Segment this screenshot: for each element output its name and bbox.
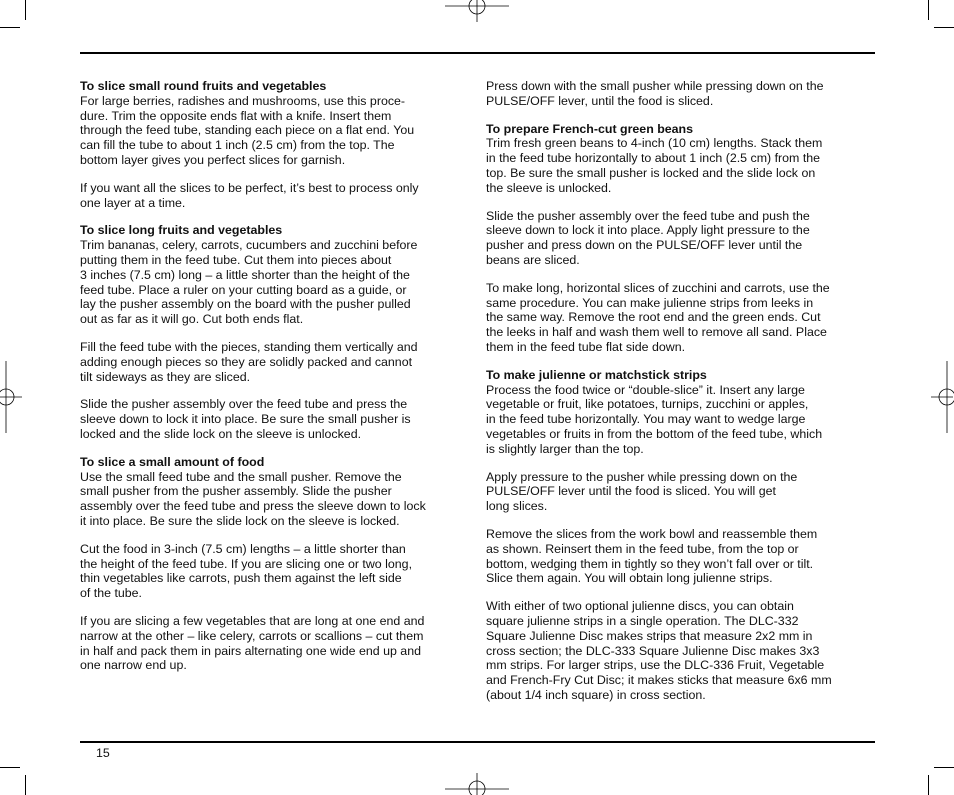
section-heading: To slice a small amount of food [80,454,265,469]
section-heading: To slice long fruits and vegetables [80,223,283,238]
paragraph: If you are slicing a few vegetables that are long at one end and narrow at the other – like celery, carrots or scallions – cut them in half and pack them in pairs alternating one wide end up and one narrow end up. [80,613,425,673]
footer-rule [80,741,875,743]
right-column [486,79,878,716]
paragraph: Process the food twice or “double-slice” it. Insert any large vegetable or fruit, like potatoes, turnips, zucchini or apples, in the feed tube horizontally. You may want to wedge large vegetables or fruits in from the bottom of the feed tube, which is slightly larger than the top. [486,382,823,456]
crop-mark [928,0,929,20]
crop-mark [0,767,20,768]
section-heading: To prepare French-cut green beans [486,121,694,136]
section-heading: To slice small round fruits and vegetables [80,79,327,93]
paragraph: Remove the slices from the work bowl and reassemble them as shown. Reinsert them in the feed tube, from the top or bottom, wedging them in tightly so they won’t fall over or tilt. Slice them again. You will obtain long julienne strips. [486,526,818,586]
paragraph: Fill the feed tube with the pieces, standing them vertically and adding enough pieces so they are solidly packed and cannot tilt sideways as they are sliced. [80,339,418,384]
paragraph: Trim bananas, celery, carrots, cucumbers and zucchini before putting them in the feed tube. Cut them into pieces about 3 inches (7.5 cm) long – a little shorter than the height of the feed tube. Place a ruler on your cutting board as a guide, or lay the pusher assembly on the board with the pusher pulled out as far as it will go. Cut both ends flat. [80,238,418,327]
section-heading: To make julienne or matchstick strips [486,367,707,382]
paragraph: Cut the food in 3-inch (7.5 cm) lengths – a little shorter than the height of the feed tube. If you are slicing one or two long, thin vegetables like carrots, push them against the left side of the tube. [80,541,413,601]
page-number: 15 [96,746,110,760]
paragraph: Slide the pusher assembly over the feed tube and push the sleeve down to lock it into place. Apply light pressure to the pusher and press down on the PULSE/OFF lever until the beans are sliced. [486,208,810,267]
header-rule [80,52,875,54]
paragraph: If you want all the slices to be perfect, it’s best to process only one layer at a time. [80,180,419,210]
paragraph: Apply pressure to the pusher while pressing down on the PULSE/OFF lever until the food is sliced. You will get long slices. [486,469,798,514]
paragraph: To make long, horizontal slices of zucchini and carrots, use the same procedure. You can make julienne strips from leeks in the same way. Remove the root end and the green ends. Cut the leeks in half and wash them well to remove all sand. Place them in the feed tube flat side down. [486,280,830,354]
left-column [80,79,472,686]
crop-mark [928,775,929,795]
registration-mark-right [947,397,948,398]
crop-mark [934,767,954,768]
paragraph: Press down with the small pusher while pressing down on the PULSE/OFF lever, until the food is sliced. [486,79,824,108]
crop-mark [25,775,26,795]
paragraph: Slide the pusher assembly over the feed tube and press the sleeve down to lock it into place. Be sure the small pusher is locked and the slide lock on the sleeve is unlocked. [80,397,411,441]
paragraph: Trim fresh green beans to 4-inch (10 cm) lengths. Stack them in the feed tube horizontally to about 1 inch (2.5 cm) from the top. Be sure the small pusher is locked and the slide lock on the sleeve is unlocked. [486,136,823,195]
paragraph: For large berries, radishes and mushrooms, use this proce- dure. Trim the opposite ends flat with a knife. Insert them through the feed tube, standing each piece on a flat end. You can fill the tube to about 1 inch (2.5 cm) from the top. The bottom layer gives you perfect slices for garnish. [80,93,415,167]
crop-mark [25,0,26,20]
paragraph: Use the small feed tube and the small pusher. Remove the small pusher from the pusher assembly. Slide the pusher assembly over the feed tube and press the sleeve down to lock it into place. Be sure the slide lock on the sleeve is locked. [80,469,426,528]
registration-mark-top [477,6,478,7]
crop-mark [934,27,954,28]
paragraph: With either of two optional julienne discs, you can obtain square julienne strips in a single operation. The DLC-332 Square Julienne Disc makes strips that measure 2x2 mm in cross section; the DLC-333 Square Julienne Disc makes 3x3 mm strips. For larger strips, use the DLC-336 Fruit, Vegetable and French-Fry Cut Disc; it makes sticks that measure 6x6 mm (about 1/4 inch square) in cross section. [486,599,832,702]
registration-mark-left [6,397,7,398]
registration-mark-bottom [477,789,478,790]
crop-mark [0,27,20,28]
